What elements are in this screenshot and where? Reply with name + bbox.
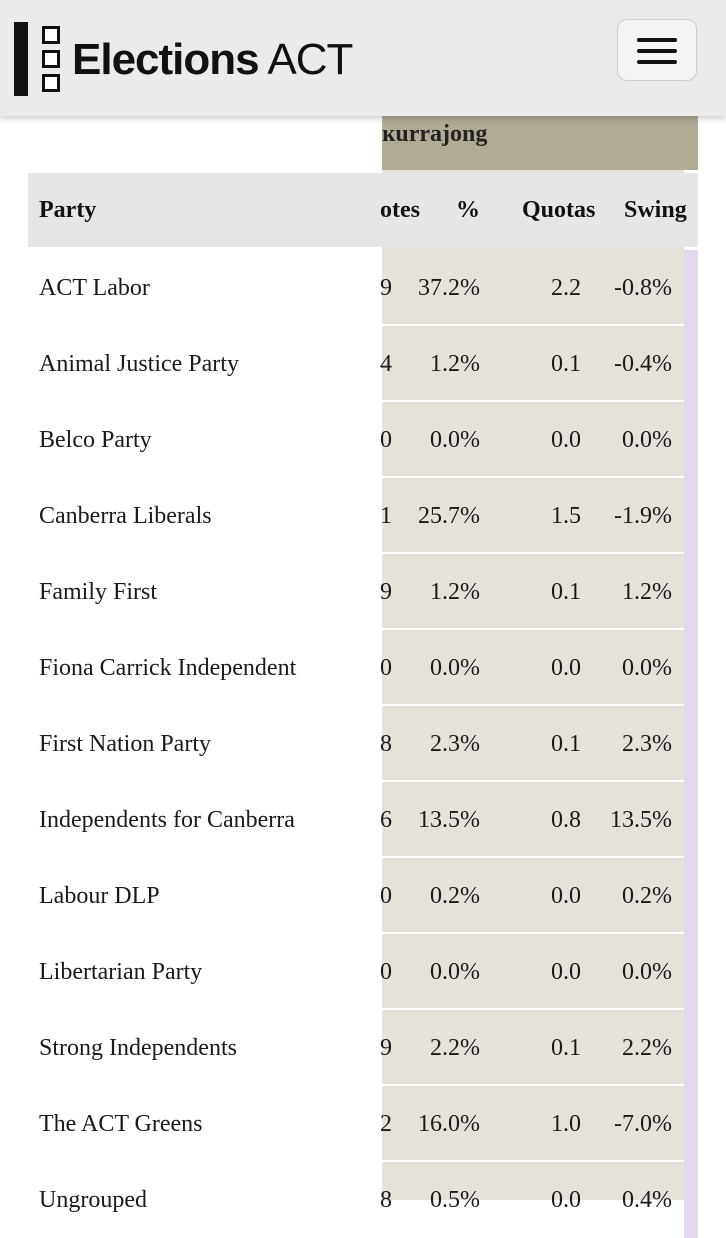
votes-cell: 6 bbox=[380, 807, 392, 833]
quotas-cell: 0.1 bbox=[551, 731, 581, 757]
party-cell: Canberra Liberals bbox=[39, 503, 212, 529]
quotas-cell: 2.2 bbox=[551, 275, 581, 301]
brand-name-light: ACT bbox=[267, 35, 353, 84]
quotas-cell: 0.1 bbox=[551, 1035, 581, 1061]
table-row bbox=[28, 858, 698, 934]
percent-cell: 13.5% bbox=[418, 807, 480, 833]
quotas-cell: 0.8 bbox=[551, 807, 581, 833]
percent-cell: 0.0% bbox=[430, 655, 480, 681]
quotas-cell: 0.0 bbox=[551, 427, 581, 453]
table-row bbox=[28, 1162, 698, 1238]
swing-cell: 0.0% bbox=[622, 959, 672, 985]
party-cell: The ACT Greens bbox=[39, 1111, 203, 1137]
table-row bbox=[28, 326, 698, 402]
votes-cell: 8 bbox=[380, 731, 392, 757]
next-column-edge bbox=[684, 1162, 698, 1238]
swing-cell: 0.0% bbox=[622, 655, 672, 681]
votes-cell: 0 bbox=[380, 427, 392, 453]
votes-cell: 2 bbox=[380, 1111, 392, 1137]
quotas-cell: 0.0 bbox=[551, 1187, 581, 1213]
party-cell: Libertarian Party bbox=[39, 959, 203, 985]
percent-cell: 1.2% bbox=[430, 579, 480, 605]
swing-cell: 2.3% bbox=[622, 731, 672, 757]
table-row bbox=[28, 402, 698, 478]
party-cell: Independents for Canberra bbox=[39, 807, 295, 833]
table-row bbox=[28, 934, 698, 1010]
party-cell: Labour DLP bbox=[39, 883, 160, 909]
party-cell: Fiona Carrick Independent bbox=[39, 655, 297, 681]
swing-cell: -7.0% bbox=[614, 1111, 672, 1137]
percent-cell: 16.0% bbox=[418, 1111, 480, 1137]
next-column-edge bbox=[684, 706, 698, 782]
votes-cell: 9 bbox=[380, 1035, 392, 1061]
electorate-name: ĸurrajong bbox=[382, 121, 488, 147]
table-row bbox=[28, 554, 698, 630]
party-cell: Animal Justice Party bbox=[39, 351, 239, 377]
swing-cell: -1.9% bbox=[614, 503, 672, 529]
next-column-edge bbox=[684, 402, 698, 478]
next-column-edge bbox=[684, 858, 698, 934]
site-header bbox=[0, 0, 726, 116]
table-row bbox=[28, 1010, 698, 1086]
votes-cell: 0 bbox=[380, 883, 392, 909]
brand-name-bold: Elections bbox=[72, 35, 259, 84]
votes-cell: 0 bbox=[380, 959, 392, 985]
percent-cell: 37.2% bbox=[418, 275, 480, 301]
table-row bbox=[28, 478, 698, 554]
next-column-edge bbox=[684, 478, 698, 554]
column-header-swing[interactable]: Swing bbox=[624, 197, 687, 223]
table-row bbox=[28, 782, 698, 858]
table-row bbox=[28, 1086, 698, 1162]
next-column-edge bbox=[684, 1010, 698, 1086]
table-row bbox=[28, 706, 698, 782]
quotas-cell: 1.0 bbox=[551, 1111, 581, 1137]
swing-cell: 13.5% bbox=[610, 807, 672, 833]
menu-button[interactable] bbox=[617, 19, 697, 81]
votes-cell: 8 bbox=[380, 1187, 392, 1213]
votes-cell: 0 bbox=[380, 655, 392, 681]
party-cell: Belco Party bbox=[39, 427, 152, 453]
table-row bbox=[28, 630, 698, 706]
hamburger-icon bbox=[637, 38, 677, 42]
percent-cell: 0.0% bbox=[430, 959, 480, 985]
electorate-header bbox=[382, 116, 698, 170]
swing-cell: 1.2% bbox=[622, 579, 672, 605]
percent-cell: 0.0% bbox=[430, 427, 480, 453]
table-header-row bbox=[28, 173, 698, 247]
percent-cell: 0.5% bbox=[430, 1187, 480, 1213]
quotas-cell: 0.0 bbox=[551, 959, 581, 985]
swing-cell: -0.8% bbox=[614, 275, 672, 301]
next-column-edge bbox=[684, 554, 698, 630]
swing-cell: 0.2% bbox=[622, 883, 672, 909]
votes-cell: 4 bbox=[380, 351, 392, 377]
votes-cell: 1 bbox=[380, 503, 392, 529]
percent-cell: 25.7% bbox=[418, 503, 480, 529]
column-header-votes[interactable]: otes bbox=[380, 197, 420, 223]
next-column-edge bbox=[684, 630, 698, 706]
swing-cell: 2.2% bbox=[622, 1035, 672, 1061]
party-cell: Family First bbox=[39, 579, 158, 605]
next-column-edge bbox=[684, 326, 698, 402]
percent-cell: 2.2% bbox=[430, 1035, 480, 1061]
next-column-edge bbox=[684, 782, 698, 858]
next-column-edge bbox=[684, 250, 698, 326]
swing-cell: 0.4% bbox=[622, 1187, 672, 1213]
percent-cell: 0.2% bbox=[430, 883, 480, 909]
votes-cell: 9 bbox=[380, 275, 392, 301]
hamburger-icon bbox=[637, 49, 677, 53]
quotas-cell: 0.0 bbox=[551, 655, 581, 681]
swing-cell: -0.4% bbox=[614, 351, 672, 377]
brand-wordmark[interactable] bbox=[72, 34, 352, 86]
next-column-edge bbox=[684, 1086, 698, 1162]
percent-cell: 1.2% bbox=[430, 351, 480, 377]
quotas-cell: 1.5 bbox=[551, 503, 581, 529]
table-row bbox=[28, 250, 698, 326]
party-cell: First Nation Party bbox=[39, 731, 211, 757]
party-cell: ACT Labor bbox=[39, 275, 150, 301]
party-cell: Strong Independents bbox=[39, 1035, 237, 1061]
quotas-cell: 0.1 bbox=[551, 351, 581, 377]
column-header-party[interactable]: Party bbox=[39, 197, 97, 223]
percent-cell: 2.3% bbox=[430, 731, 480, 757]
swing-cell: 0.0% bbox=[622, 427, 672, 453]
votes-cell: 9 bbox=[380, 579, 392, 605]
column-header-percent[interactable]: % bbox=[456, 197, 480, 223]
quotas-cell: 0.0 bbox=[551, 883, 581, 909]
column-header-quotas[interactable]: Quotas bbox=[522, 197, 596, 223]
party-cell: Ungrouped bbox=[39, 1187, 147, 1213]
quotas-cell: 0.1 bbox=[551, 579, 581, 605]
hamburger-icon bbox=[637, 60, 677, 64]
next-column-edge bbox=[684, 934, 698, 1010]
elections-act-logo-icon[interactable] bbox=[14, 22, 66, 96]
